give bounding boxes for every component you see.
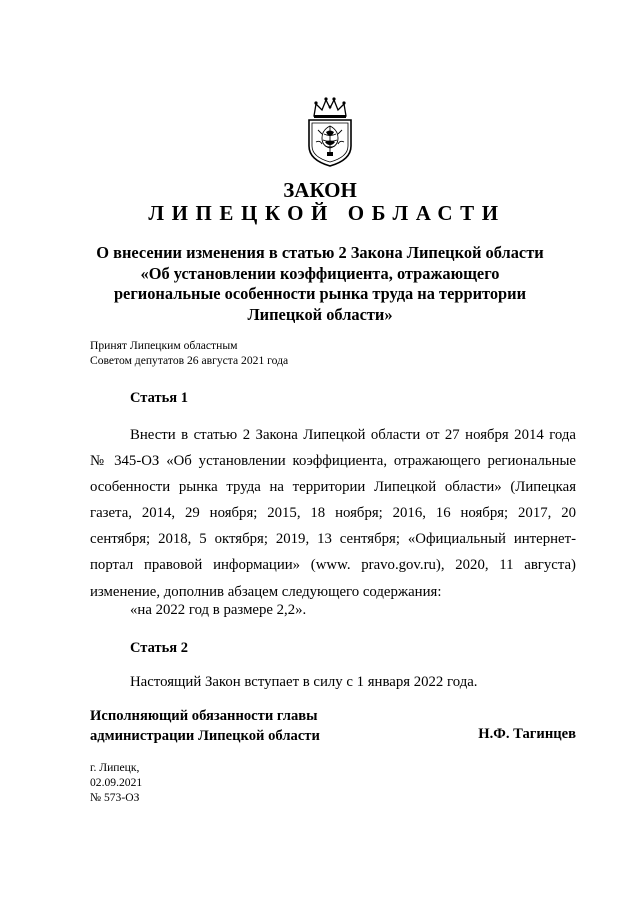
paragraph-line: сентября; 2018, 5 октября; 2019, 13 сентября; «Официальный интернет- <box>90 531 576 548</box>
article-2-title: Статья 2 <box>130 640 188 656</box>
adoption-line: Советом депутатов 26 августа 2021 года <box>90 354 289 367</box>
adoption-line: Принят Липецким областным <box>90 339 238 352</box>
footer-city: г. Липецк, <box>90 761 140 774</box>
footer-date: 02.09.2021 <box>90 776 143 789</box>
heading-line: региональные особенности рынка труда на территории <box>113 284 527 303</box>
law-region-title: ЛИПЕЦКОЙ ОБЛАСТИ <box>148 201 506 225</box>
signatory-name: Н.Ф. Тагинцев <box>478 726 576 742</box>
coat-of-arms-emblem <box>300 96 360 168</box>
article-1-paragraph <box>90 422 576 605</box>
paragraph-line: изменение, дополнив абзацем следующего содержания: <box>90 583 442 600</box>
position-line: Исполняющий обязанности главы <box>90 708 318 724</box>
paragraph-line: портал правовой информации» (www. pravo.gov.ru), 2020, 11 августа) <box>90 557 576 574</box>
paragraph-line: № 345-ОЗ «Об установлении коэффициента, отражающего региональные <box>90 453 576 470</box>
article-2-paragraph: Настоящий Закон вступает в силу с 1 января 2022 года. <box>130 674 478 690</box>
document-footer <box>90 760 142 805</box>
article-1-title: Статья 1 <box>130 390 188 406</box>
law-heading <box>90 243 550 325</box>
footer-number: № 573-ОЗ <box>90 791 140 804</box>
heading-line: О внесении изменения в статью 2 Закона Липецкой области <box>96 243 544 262</box>
adoption-note <box>90 338 288 368</box>
heading-line: Липецкой области» <box>247 304 393 324</box>
amendment-quote: «на 2022 год в размере 2,2». <box>130 602 307 618</box>
paragraph-line: особенности рынка труда на территории Липецкой области» (Липецкая <box>90 479 576 496</box>
paragraph-line: Внести в статью 2 Закона Липецкой области от 27 ноября 2014 года <box>130 427 576 443</box>
paragraph-line: газета, 2014, 29 ноября; 2015, 18 ноября; 2016, 16 ноября; 2017, 20 <box>90 505 576 522</box>
law-title: ЗАКОН <box>283 178 357 202</box>
position-line: администрации Липецкой области <box>90 728 320 744</box>
heading-line: «Об установлении коэффициента, отражающего <box>140 263 500 283</box>
signatory-position <box>90 706 320 746</box>
